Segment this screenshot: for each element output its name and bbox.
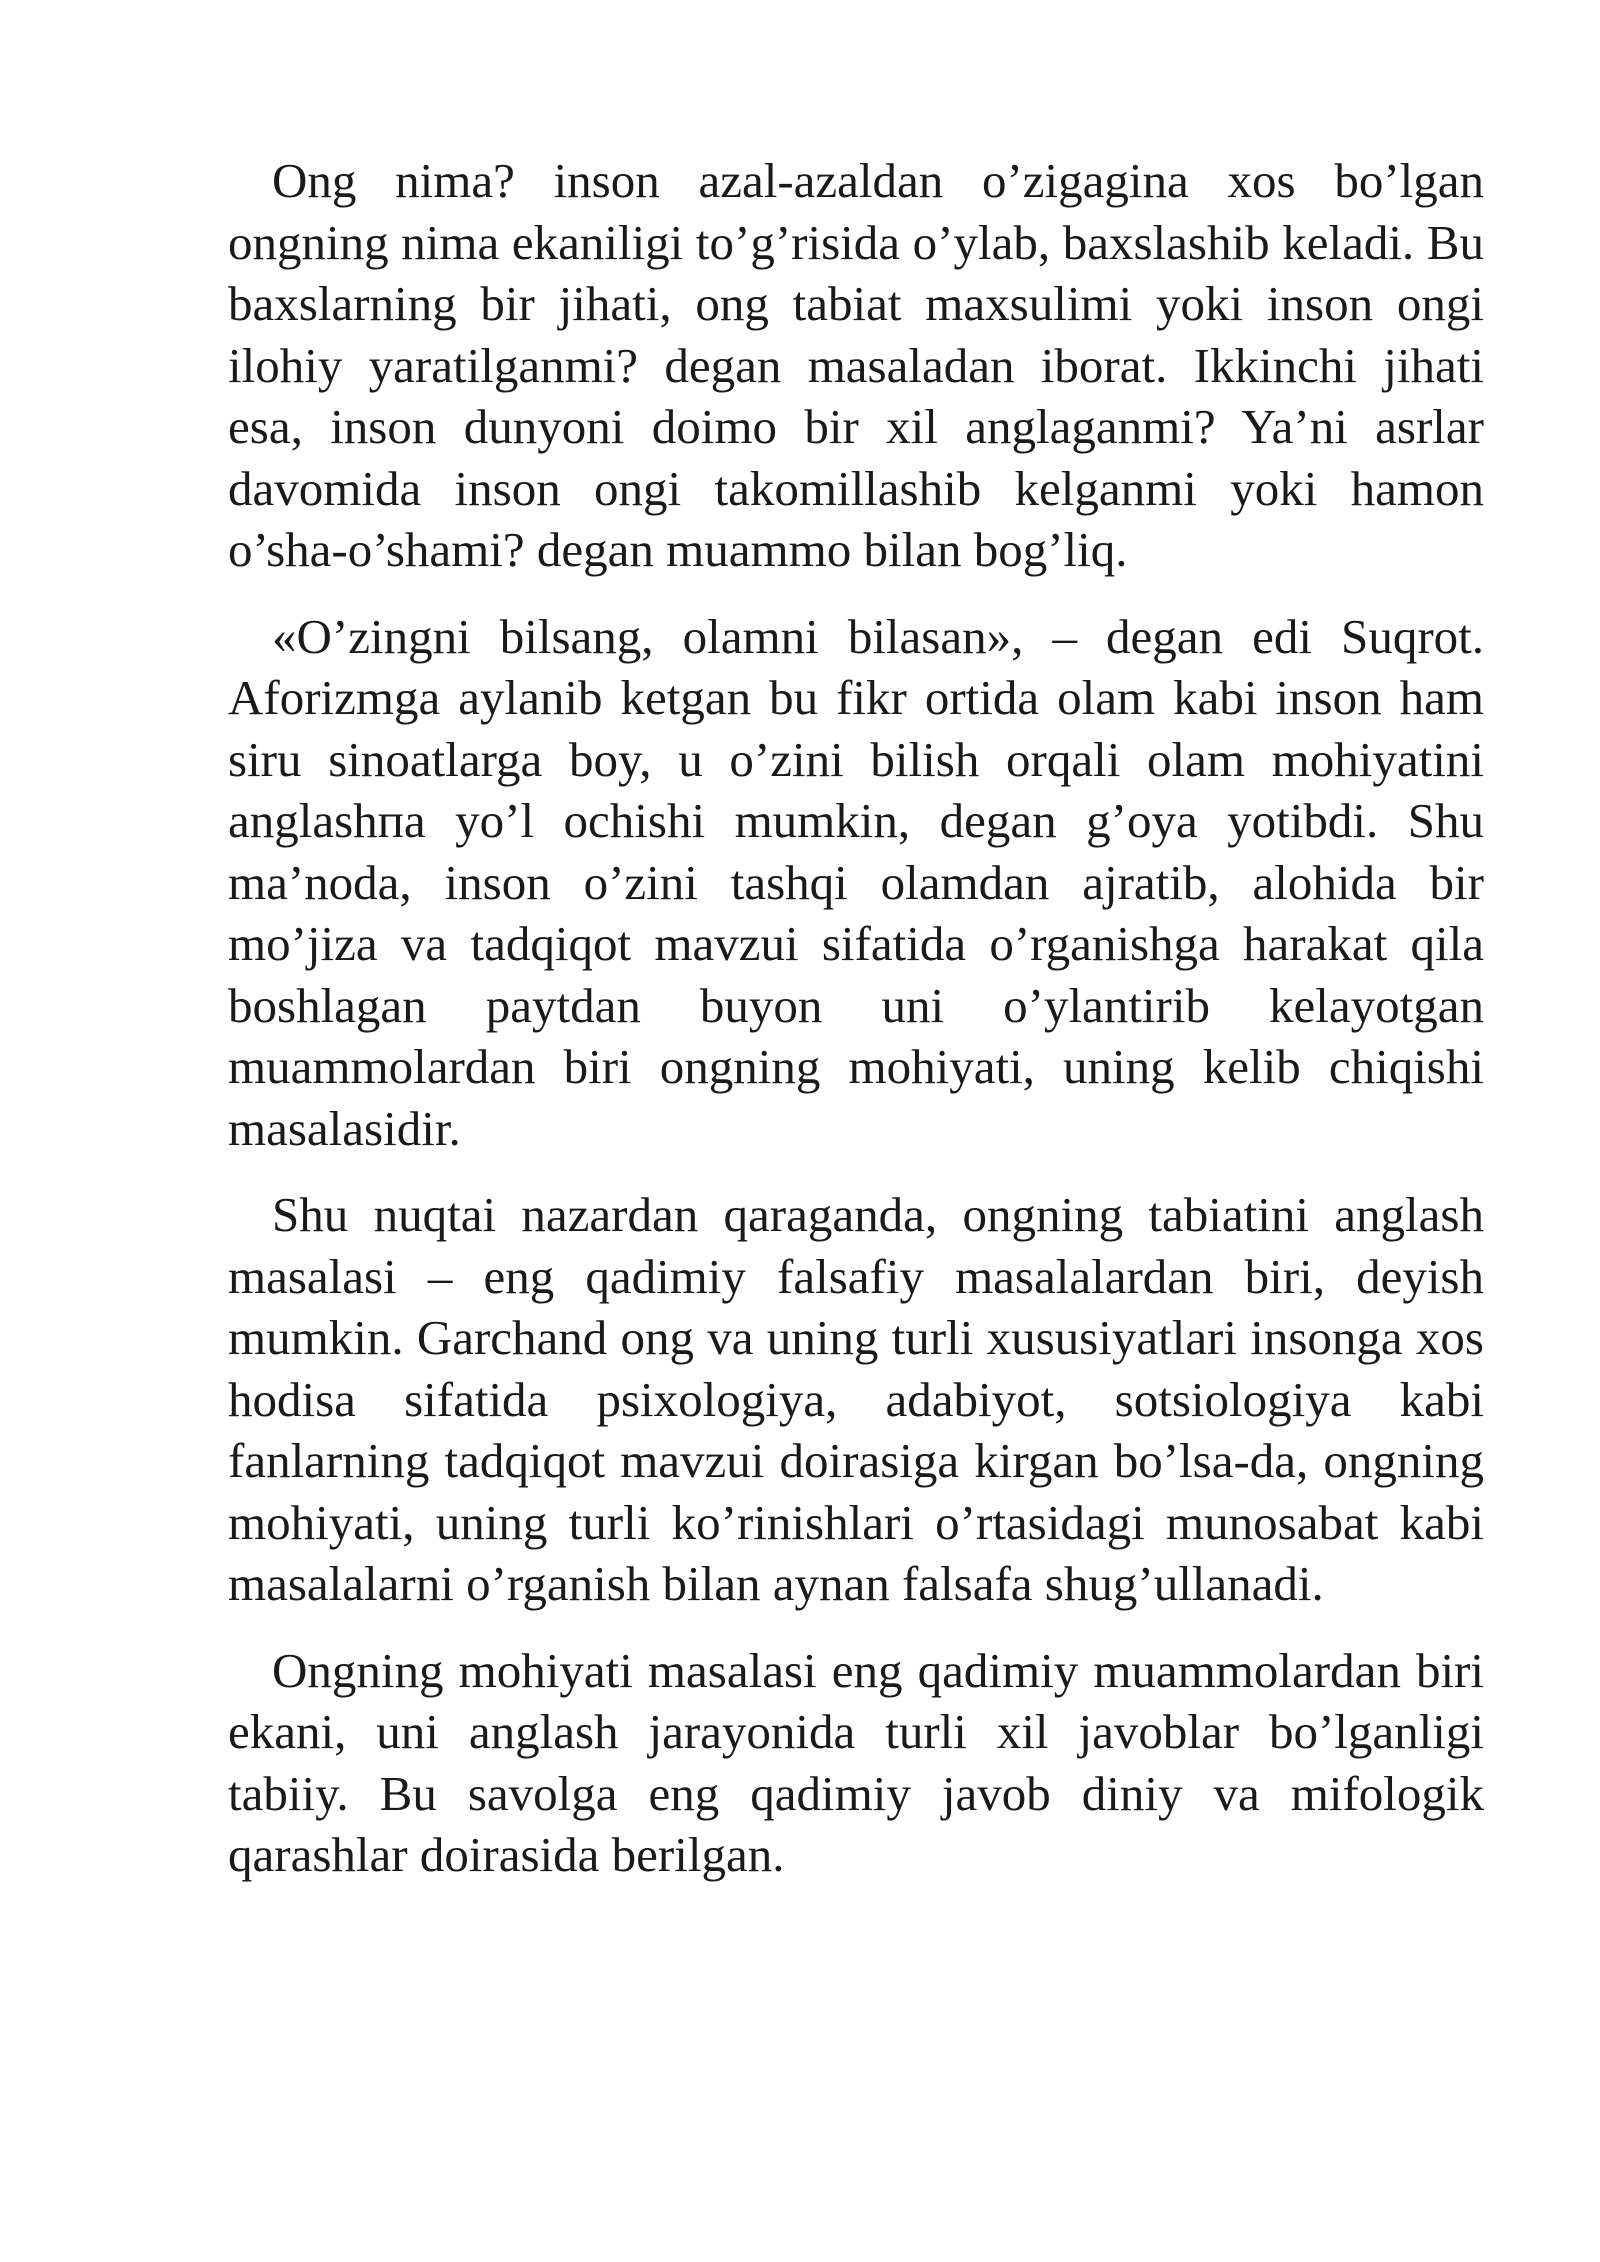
paragraph-3: Shu nuqtai nazardan qaraganda, ongning tabiatini anglash masalasi – eng qadimiy falsafiy masalalardan biri, deyish mumkin. Garchand ong va uning turli xususiyatlari insonga xos hodisa sifatida psixologiya, adabiyot, sotsiologiya kabi fanlarning tadqiqot mavzui doirasiga kirgan bo’lsa-da, ongning mohiyati, uning turli ko’rinishlari o’rtasidagi munosabat kabi masalalarni o’rganish bilan aynan falsafa shug’ullanadi. [228, 1187, 1484, 1611]
paragraph-2: «O’zingni bilsang, olamni bilasan», – degan edi Suqrot. Aforizmga aylanib ketgan bu fikr ortida olam kabi inson ham siru sinoatlarga boy, u o’zini bilish orqali olam mohiyatini anglashпa yo’l ochishi mumkin, degan g’oya yotibdi. Shu ma’noda, inson o’zini tashqi olamdan ajratib, alohida bir mo’jiza va tadqiqot mavzui sifatida o’rganishga harakat qila boshlagan paytdan buyon uni o’ylantirib kelayotgan muammolardan biri ongning mohiyati, uning kelib chiqishi masalasidir. [228, 608, 1484, 1156]
paragraph-4: Ongning mohiyati masalasi eng qadimiy muammolardan biri ekani, uni anglash jarayonida turli xil javoblar bo’lganligi tabiiy. Bu savolga eng qadimiy javob diniy va mifologik qarashlar doirasida berilgan. [228, 1642, 1484, 1882]
paragraph-1: Ong nima? inson azal-azaldan o’zigagina xos bo’lgan ongning nima ekaniligi to’g’risida o’ylab, baxslashib keladi. Bu baxslarning bir jihati, ong tabiat maxsulimi yoki inson ongi ilohiy yaratilganmi? degan masaladan iborat. Ikkinchi jihati esa, inson dunyoni doimo bir xil anglaganmi? Ya’ni asrlar davomida inson ongi takomillashib kelganmi yoki hamon o’sha-o’shami? degan muammo bilan bog’liq. [228, 153, 1484, 577]
document-page [228, 150, 1484, 1911]
